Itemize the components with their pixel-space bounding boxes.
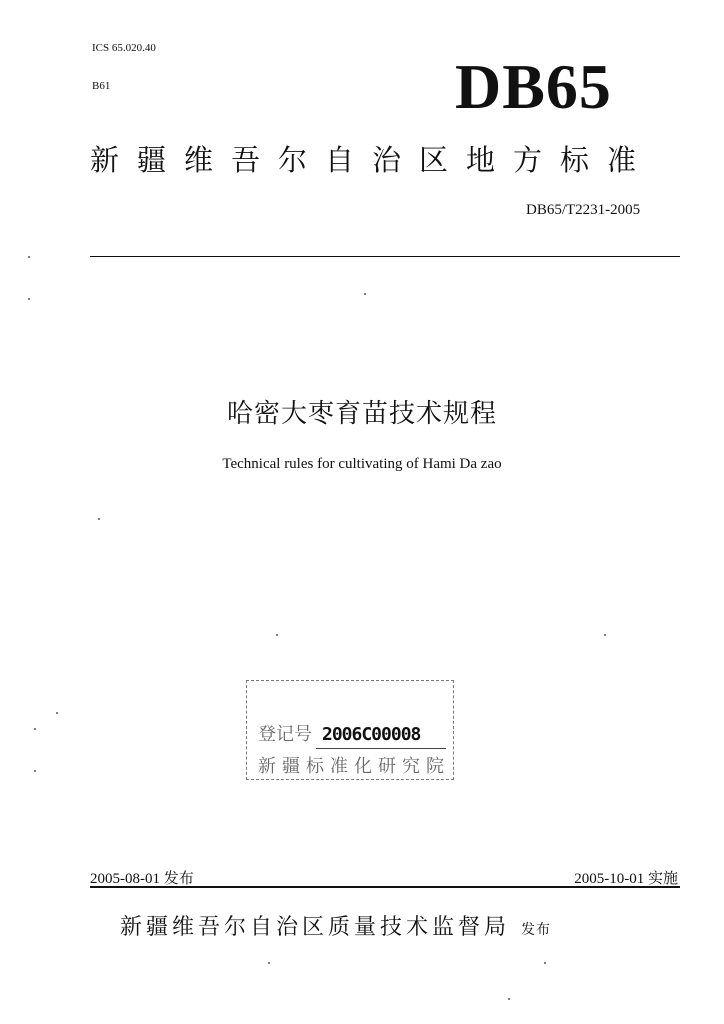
standard-logo: DB65 [455,51,612,122]
ccs-code: B61 [92,80,111,92]
stamp-number: 2006C00008 [322,724,421,745]
scan-speck [604,634,606,636]
scan-speck [508,998,510,1000]
issuer-suffix: 发布 [521,922,552,938]
publish-date: 2005-08-01 发布 [90,871,194,887]
footer-divider [90,886,680,888]
standard-type: 新疆维吾尔自治区地方标准 [90,143,655,177]
scan-speck [34,770,36,772]
issuing-authority [120,910,551,941]
standard-number: DB65/T2231-2005 [526,202,641,218]
scan-speck [56,712,58,714]
ics-code: ICS 65.020.40 [92,42,156,54]
scan-speck [28,298,30,300]
issuer-name: 新疆维吾尔自治区质量技术监督局 [120,915,511,940]
scan-speck [276,634,278,636]
stamp-organization: 新疆标准化研究院 [258,756,450,777]
effective-date: 2005-10-01 实施 [574,871,678,887]
document-title-english: Technical rules for cultivating of Hami Da zao [222,456,502,472]
scan-speck [364,293,366,295]
registration-stamp [244,680,456,780]
scan-speck [34,728,36,730]
scan-speck [98,518,100,520]
stamp-label: 登记号 [258,724,312,745]
scan-speck [544,962,546,964]
stamp-divider [316,748,446,749]
document-title-chinese: 哈密大枣育苗技术规程 [226,399,497,429]
header-divider [90,256,680,257]
scan-speck [268,962,270,964]
scan-speck [28,256,30,258]
